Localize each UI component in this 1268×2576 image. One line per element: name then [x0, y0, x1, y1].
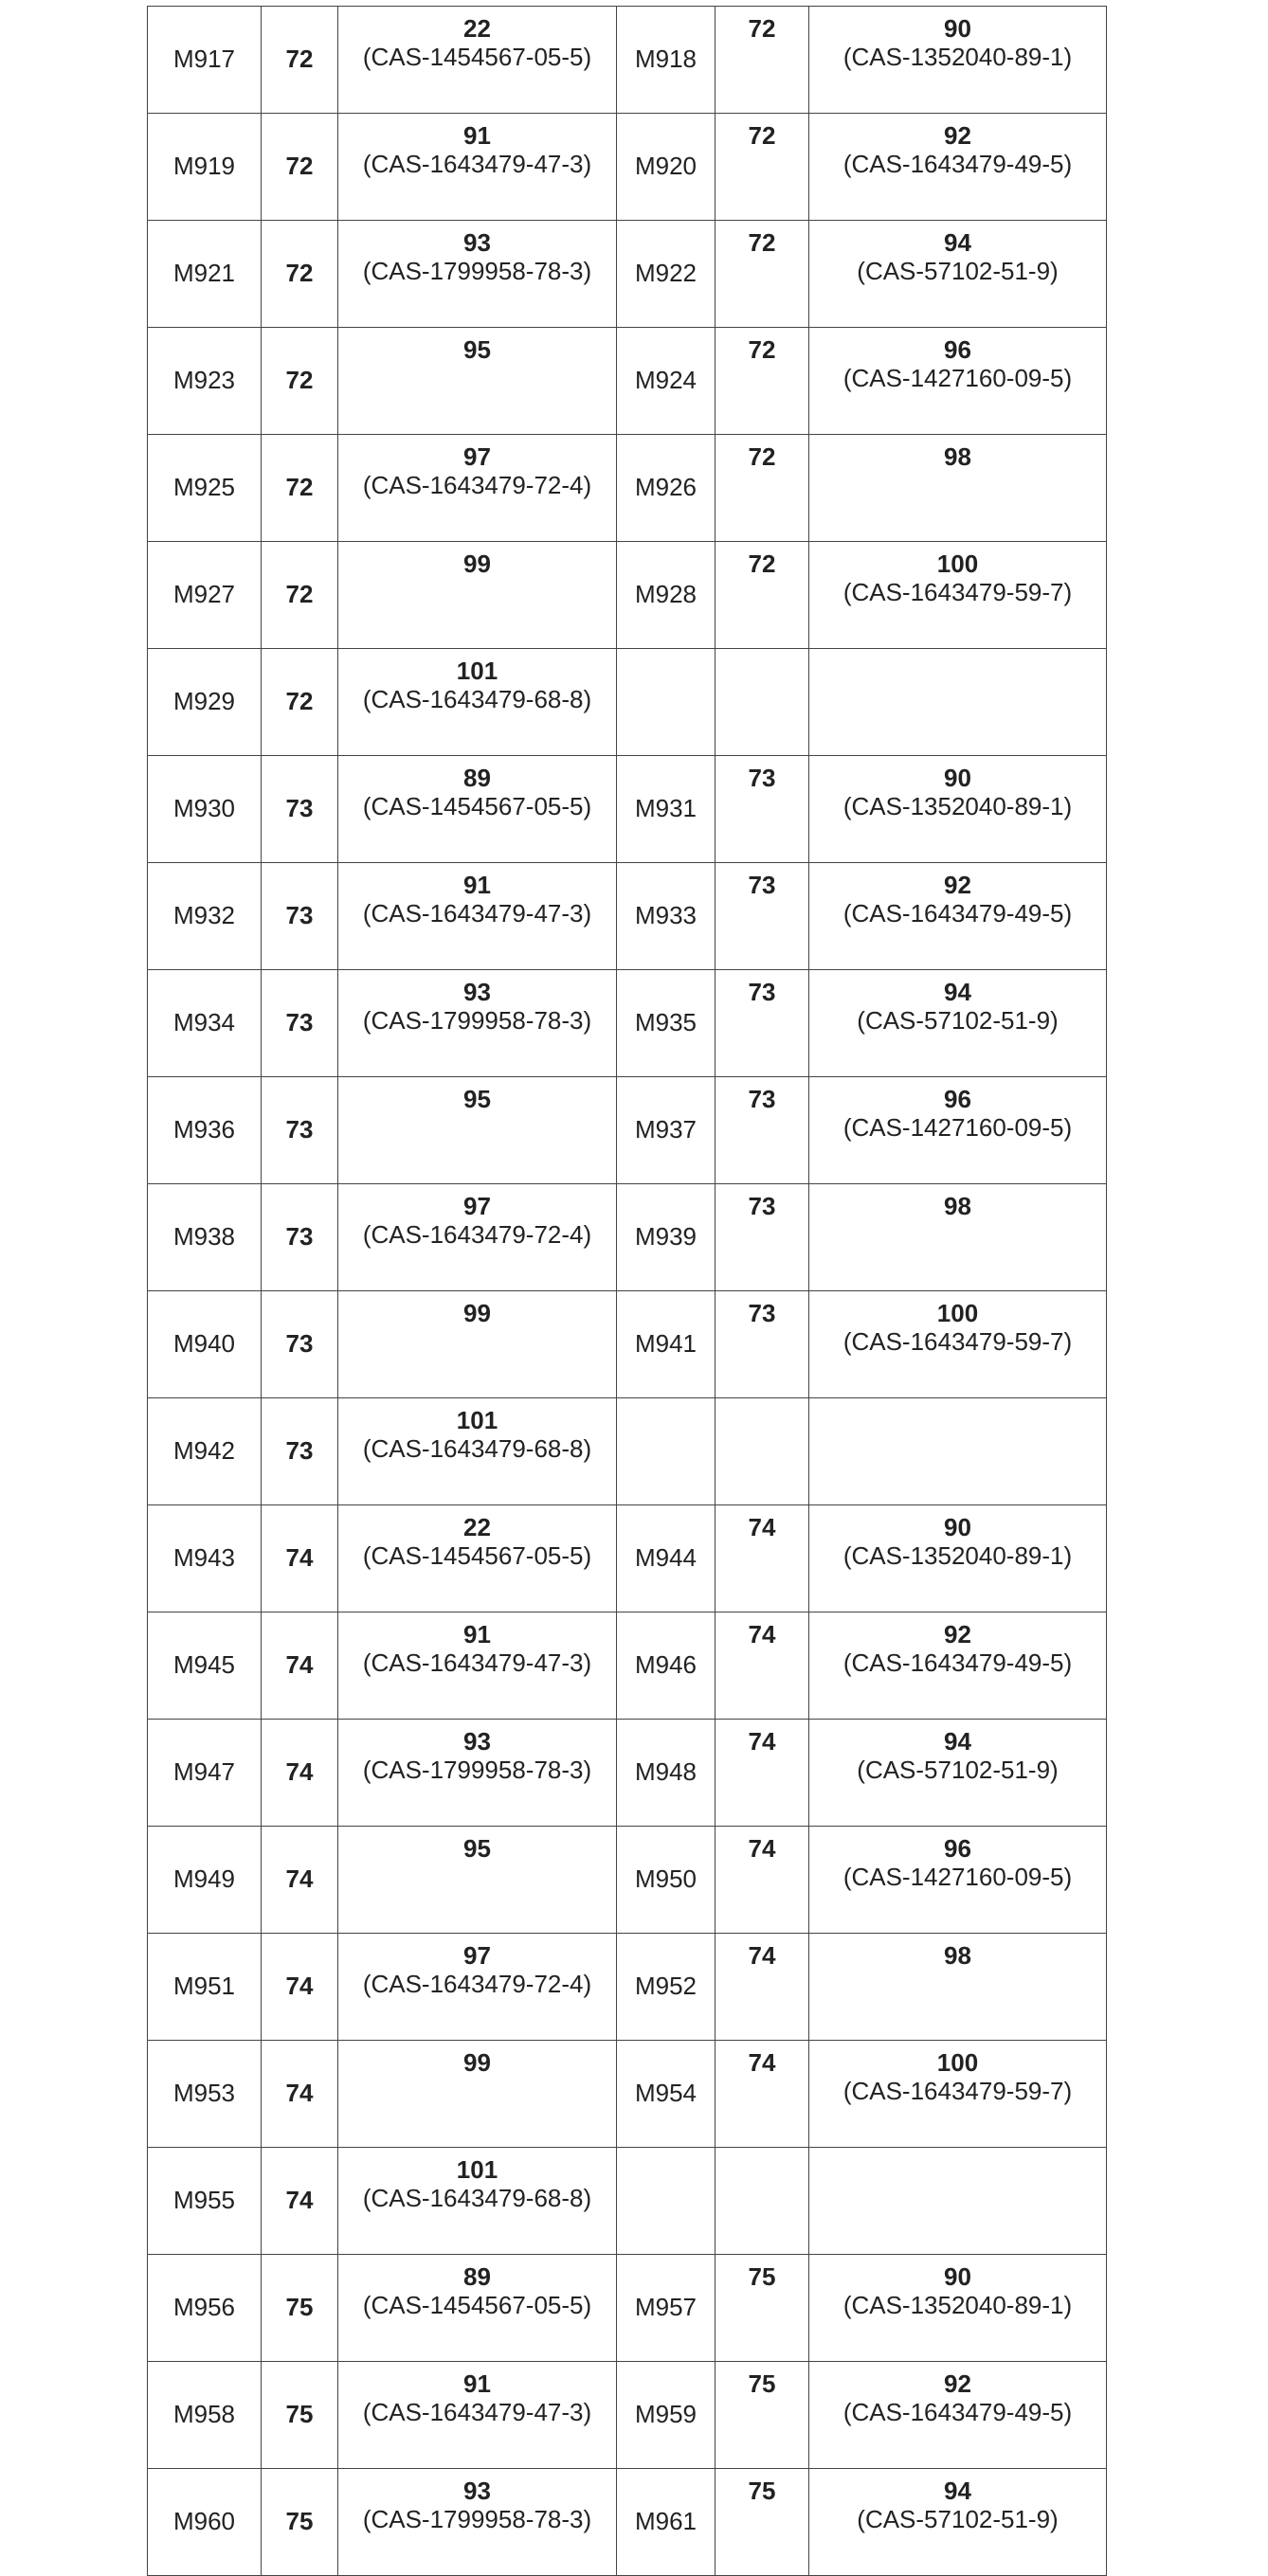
- cas-number: (CAS-1643479-59-7): [809, 578, 1106, 606]
- reagent-cell: [338, 2469, 617, 2576]
- cas-number: (CAS-57102-51-9): [809, 1006, 1106, 1035]
- cas-number: (CAS-1352040-89-1): [809, 43, 1106, 71]
- reagent-number: 96: [809, 1085, 1106, 1113]
- compound-id: M960: [148, 2469, 262, 2576]
- cas-number: (CAS-1799958-78-3): [338, 2505, 616, 2533]
- reagent-number: 93: [338, 1727, 616, 1756]
- compound-id: M927: [148, 542, 262, 649]
- reagent-cell: [338, 2041, 617, 2148]
- compound-id: M938: [148, 1184, 262, 1291]
- reagent-cell: [809, 1184, 1107, 1291]
- reagent-number: 101: [338, 657, 616, 685]
- reagent-number: 100: [809, 2048, 1106, 2077]
- formula-number: 72: [716, 221, 809, 328]
- compound-id: M928: [617, 542, 716, 649]
- formula-number: 72: [716, 328, 809, 435]
- table-row: [148, 2041, 1107, 2148]
- cas-number: (CAS-1352040-89-1): [809, 2291, 1106, 2319]
- reagent-cell: [338, 1720, 617, 1827]
- formula-number: 72: [262, 542, 338, 649]
- compound-id: M950: [617, 1827, 716, 1934]
- formula-number: 73: [262, 756, 338, 863]
- compound-id: M929: [148, 649, 262, 756]
- reagent-number: 97: [338, 1192, 616, 1220]
- formula-number: 73: [262, 863, 338, 970]
- reagent-number: 99: [338, 2048, 616, 2077]
- cas-number: (CAS-1643479-49-5): [809, 150, 1106, 178]
- reagent-cell: [338, 2148, 617, 2255]
- reagent-number: 100: [809, 549, 1106, 578]
- table-row: [148, 649, 1107, 756]
- table-row: [148, 542, 1107, 649]
- reagent-cell: [338, 1291, 617, 1398]
- formula-number: 72: [262, 328, 338, 435]
- compound-id: M940: [148, 1291, 262, 1398]
- reagent-cell: [809, 1291, 1107, 1398]
- compound-id: M925: [148, 435, 262, 542]
- compound-id: M955: [148, 2148, 262, 2255]
- formula-number: [716, 1398, 809, 1505]
- compound-id: M944: [617, 1505, 716, 1612]
- reagent-cell: [809, 2469, 1107, 2576]
- table-row: [148, 7, 1107, 114]
- compound-id: M921: [148, 221, 262, 328]
- reagent-cell: [338, 970, 617, 1077]
- table-row: [148, 1398, 1107, 1505]
- table-row: [148, 1720, 1107, 1827]
- cas-number: (CAS-1799958-78-3): [338, 257, 616, 285]
- compound-id: M918: [617, 7, 716, 114]
- cas-number: (CAS-1643479-49-5): [809, 1648, 1106, 1677]
- reagent-cell: [809, 756, 1107, 863]
- cas-number: (CAS-1454567-05-5): [338, 1541, 616, 1570]
- reagent-cell: [338, 1184, 617, 1291]
- reagent-cell: [809, 328, 1107, 435]
- compound-id: M935: [617, 970, 716, 1077]
- compound-id: M917: [148, 7, 262, 114]
- formula-number: 74: [262, 2041, 338, 2148]
- compound-id: M959: [617, 2362, 716, 2469]
- reagent-number: 94: [809, 2477, 1106, 2505]
- formula-number: 73: [716, 756, 809, 863]
- reagent-number: 96: [809, 335, 1106, 364]
- cas-number: (CAS-1427160-09-5): [809, 364, 1106, 392]
- reagent-number: 89: [338, 764, 616, 792]
- cas-number: (CAS-1643479-49-5): [809, 2398, 1106, 2426]
- cas-number: (CAS-57102-51-9): [809, 257, 1106, 285]
- formula-number: 73: [262, 1184, 338, 1291]
- compound-id: M961: [617, 2469, 716, 2576]
- table-row: [148, 2469, 1107, 2576]
- cas-number: (CAS-1454567-05-5): [338, 792, 616, 820]
- reagent-number: 90: [809, 764, 1106, 792]
- reagent-cell: [338, 756, 617, 863]
- cas-number: (CAS-1454567-05-5): [338, 43, 616, 71]
- cas-number: (CAS-1643479-68-8): [338, 2184, 616, 2212]
- reagent-number: 92: [809, 2369, 1106, 2398]
- compound-id: M942: [148, 1398, 262, 1505]
- reagent-cell: [338, 542, 617, 649]
- cas-number: (CAS-1643479-68-8): [338, 685, 616, 713]
- cas-number: (CAS-1427160-09-5): [809, 1863, 1106, 1891]
- reagent-number: 92: [809, 1620, 1106, 1648]
- formula-number: 72: [716, 114, 809, 221]
- reagent-cell: [809, 2255, 1107, 2362]
- reagent-cell: [809, 435, 1107, 542]
- formula-number: 73: [262, 970, 338, 1077]
- formula-number: 74: [716, 2041, 809, 2148]
- reagent-cell: [809, 221, 1107, 328]
- reagent-number: 101: [338, 2155, 616, 2184]
- table-row: [148, 1934, 1107, 2041]
- compound-id: M946: [617, 1612, 716, 1720]
- table-row: [148, 2362, 1107, 2469]
- reagent-number: 93: [338, 978, 616, 1006]
- compound-id: M951: [148, 1934, 262, 2041]
- reagent-cell: [338, 1077, 617, 1184]
- compound-id: M957: [617, 2255, 716, 2362]
- compound-id: M949: [148, 1827, 262, 1934]
- reagent-number: 98: [809, 1941, 1106, 1970]
- cas-number: (CAS-57102-51-9): [809, 2505, 1106, 2533]
- reagent-number: 91: [338, 121, 616, 150]
- formula-number: 74: [262, 1720, 338, 1827]
- reagent-number: 92: [809, 871, 1106, 899]
- compound-id: M932: [148, 863, 262, 970]
- cas-number: (CAS-1799958-78-3): [338, 1006, 616, 1035]
- reagent-cell: [809, 1612, 1107, 1720]
- cas-number: (CAS-1643479-59-7): [809, 1327, 1106, 1356]
- formula-number: 73: [262, 1077, 338, 1184]
- cas-number: (CAS-1643479-72-4): [338, 1970, 616, 1998]
- cas-number: (CAS-1643479-49-5): [809, 899, 1106, 928]
- reagent-number: 22: [338, 14, 616, 43]
- compound-id: M936: [148, 1077, 262, 1184]
- compound-id: M953: [148, 2041, 262, 2148]
- reagent-number: 97: [338, 1941, 616, 1970]
- formula-number: 75: [262, 2362, 338, 2469]
- compound-table: [147, 6, 1107, 2576]
- compound-id: M937: [617, 1077, 716, 1184]
- table-row: [148, 1827, 1107, 1934]
- formula-number: 73: [716, 863, 809, 970]
- formula-number: 74: [262, 1934, 338, 2041]
- reagent-cell: [809, 1077, 1107, 1184]
- table-row: [148, 114, 1107, 221]
- reagent-cell: [809, 2041, 1107, 2148]
- reagent-number: 95: [338, 1085, 616, 1113]
- formula-number: 74: [716, 1505, 809, 1612]
- reagent-number: 91: [338, 2369, 616, 2398]
- reagent-cell: [338, 863, 617, 970]
- cas-number: (CAS-1643479-59-7): [809, 2077, 1106, 2105]
- formula-number: 73: [716, 1077, 809, 1184]
- compound-id: M958: [148, 2362, 262, 2469]
- formula-number: 73: [716, 1291, 809, 1398]
- formula-number: 75: [716, 2469, 809, 2576]
- cas-number: (CAS-1427160-09-5): [809, 1113, 1106, 1142]
- cas-number: (CAS-1643479-47-3): [338, 1648, 616, 1677]
- reagent-cell: [338, 1612, 617, 1720]
- formula-number: 72: [262, 221, 338, 328]
- compound-id: M941: [617, 1291, 716, 1398]
- table-row: [148, 1612, 1107, 1720]
- reagent-number: 98: [809, 442, 1106, 471]
- cas-number: (CAS-1352040-89-1): [809, 792, 1106, 820]
- formula-number: 74: [262, 2148, 338, 2255]
- formula-number: 75: [262, 2255, 338, 2362]
- cas-number: (CAS-1643479-68-8): [338, 1434, 616, 1463]
- reagent-cell: [809, 2362, 1107, 2469]
- table-row: [148, 1505, 1107, 1612]
- reagent-number: 100: [809, 1299, 1106, 1327]
- table-row: [148, 221, 1107, 328]
- compound-id: M924: [617, 328, 716, 435]
- formula-number: 74: [716, 1612, 809, 1720]
- reagent-cell: [338, 1827, 617, 1934]
- reagent-cell: [809, 1505, 1107, 1612]
- formula-number: 73: [262, 1398, 338, 1505]
- compound-id: M943: [148, 1505, 262, 1612]
- compound-id: M933: [617, 863, 716, 970]
- formula-number: [716, 649, 809, 756]
- formula-number: 72: [262, 649, 338, 756]
- reagent-cell: [338, 1505, 617, 1612]
- table-row: [148, 1077, 1107, 1184]
- cas-number: (CAS-1643479-47-3): [338, 150, 616, 178]
- table-row: [148, 2255, 1107, 2362]
- formula-number: 75: [262, 2469, 338, 2576]
- reagent-number: 90: [809, 2262, 1106, 2291]
- compound-id: [617, 1398, 716, 1505]
- formula-number: 74: [716, 1827, 809, 1934]
- compound-id: M931: [617, 756, 716, 863]
- formula-number: 74: [716, 1934, 809, 2041]
- reagent-number: 93: [338, 2477, 616, 2505]
- compound-id: M956: [148, 2255, 262, 2362]
- reagent-number: 101: [338, 1406, 616, 1434]
- table-row: [148, 2148, 1107, 2255]
- formula-number: [716, 2148, 809, 2255]
- table-row: [148, 756, 1107, 863]
- table-row: [148, 435, 1107, 542]
- compound-id: M947: [148, 1720, 262, 1827]
- reagent-number: 92: [809, 121, 1106, 150]
- formula-number: 72: [262, 435, 338, 542]
- reagent-number: 89: [338, 2262, 616, 2291]
- reagent-number: 97: [338, 442, 616, 471]
- reagent-number: 91: [338, 1620, 616, 1648]
- reagent-number: 99: [338, 549, 616, 578]
- compound-id: M934: [148, 970, 262, 1077]
- formula-number: 72: [262, 114, 338, 221]
- table-row: [148, 863, 1107, 970]
- reagent-cell: [338, 1398, 617, 1505]
- formula-number: 72: [716, 7, 809, 114]
- reagent-cell: [809, 7, 1107, 114]
- reagent-cell: [338, 221, 617, 328]
- compound-id: M939: [617, 1184, 716, 1291]
- reagent-number: 91: [338, 871, 616, 899]
- compound-id: M920: [617, 114, 716, 221]
- compound-id: M952: [617, 1934, 716, 2041]
- table-row: [148, 1291, 1107, 1398]
- reagent-cell: [338, 328, 617, 435]
- compound-id: [617, 2148, 716, 2255]
- reagent-cell: [338, 7, 617, 114]
- formula-number: 73: [716, 1184, 809, 1291]
- reagent-cell: [809, 1720, 1107, 1827]
- reagent-cell: [809, 649, 1107, 756]
- formula-number: 74: [262, 1612, 338, 1720]
- formula-number: 72: [716, 435, 809, 542]
- compound-id: M923: [148, 328, 262, 435]
- reagent-cell: [338, 1934, 617, 2041]
- cas-number: (CAS-1643479-47-3): [338, 899, 616, 928]
- formula-number: 72: [716, 542, 809, 649]
- cas-number: (CAS-1643479-47-3): [338, 2398, 616, 2426]
- reagent-number: 95: [338, 1834, 616, 1863]
- formula-number: 74: [262, 1505, 338, 1612]
- reagent-cell: [809, 2148, 1107, 2255]
- reagent-cell: [338, 114, 617, 221]
- reagent-number: 22: [338, 1513, 616, 1541]
- table-row: [148, 1184, 1107, 1291]
- cas-number: (CAS-1352040-89-1): [809, 1541, 1106, 1570]
- reagent-cell: [809, 1827, 1107, 1934]
- reagent-number: 98: [809, 1192, 1106, 1220]
- compound-id: [617, 649, 716, 756]
- formula-number: 73: [262, 1291, 338, 1398]
- reagent-cell: [809, 863, 1107, 970]
- reagent-cell: [338, 435, 617, 542]
- reagent-cell: [809, 1398, 1107, 1505]
- formula-number: 74: [262, 1827, 338, 1934]
- compound-id: M954: [617, 2041, 716, 2148]
- reagent-number: 99: [338, 1299, 616, 1327]
- compound-id: M919: [148, 114, 262, 221]
- compound-id: M948: [617, 1720, 716, 1827]
- reagent-cell: [338, 649, 617, 756]
- cas-number: (CAS-1643479-72-4): [338, 1220, 616, 1249]
- formula-number: 73: [716, 970, 809, 1077]
- compound-id: M922: [617, 221, 716, 328]
- table-row: [148, 328, 1107, 435]
- reagent-cell: [809, 1934, 1107, 2041]
- reagent-cell: [338, 2255, 617, 2362]
- cas-number: (CAS-1643479-72-4): [338, 471, 616, 499]
- table-row: [148, 970, 1107, 1077]
- compound-id: M930: [148, 756, 262, 863]
- reagent-number: 90: [809, 1513, 1106, 1541]
- formula-number: 75: [716, 2255, 809, 2362]
- compound-id: M926: [617, 435, 716, 542]
- reagent-number: 94: [809, 1727, 1106, 1756]
- reagent-number: 94: [809, 228, 1106, 257]
- formula-number: 74: [716, 1720, 809, 1827]
- formula-number: 72: [262, 7, 338, 114]
- cas-number: (CAS-57102-51-9): [809, 1756, 1106, 1784]
- reagent-number: 95: [338, 335, 616, 364]
- reagent-number: 93: [338, 228, 616, 257]
- compound-id: M945: [148, 1612, 262, 1720]
- formula-number: 75: [716, 2362, 809, 2469]
- reagent-number: 96: [809, 1834, 1106, 1863]
- reagent-cell: [809, 970, 1107, 1077]
- cas-number: (CAS-1799958-78-3): [338, 1756, 616, 1784]
- reagent-cell: [338, 2362, 617, 2469]
- reagent-cell: [809, 542, 1107, 649]
- reagent-number: 90: [809, 14, 1106, 43]
- reagent-number: 94: [809, 978, 1106, 1006]
- reagent-cell: [809, 114, 1107, 221]
- cas-number: (CAS-1454567-05-5): [338, 2291, 616, 2319]
